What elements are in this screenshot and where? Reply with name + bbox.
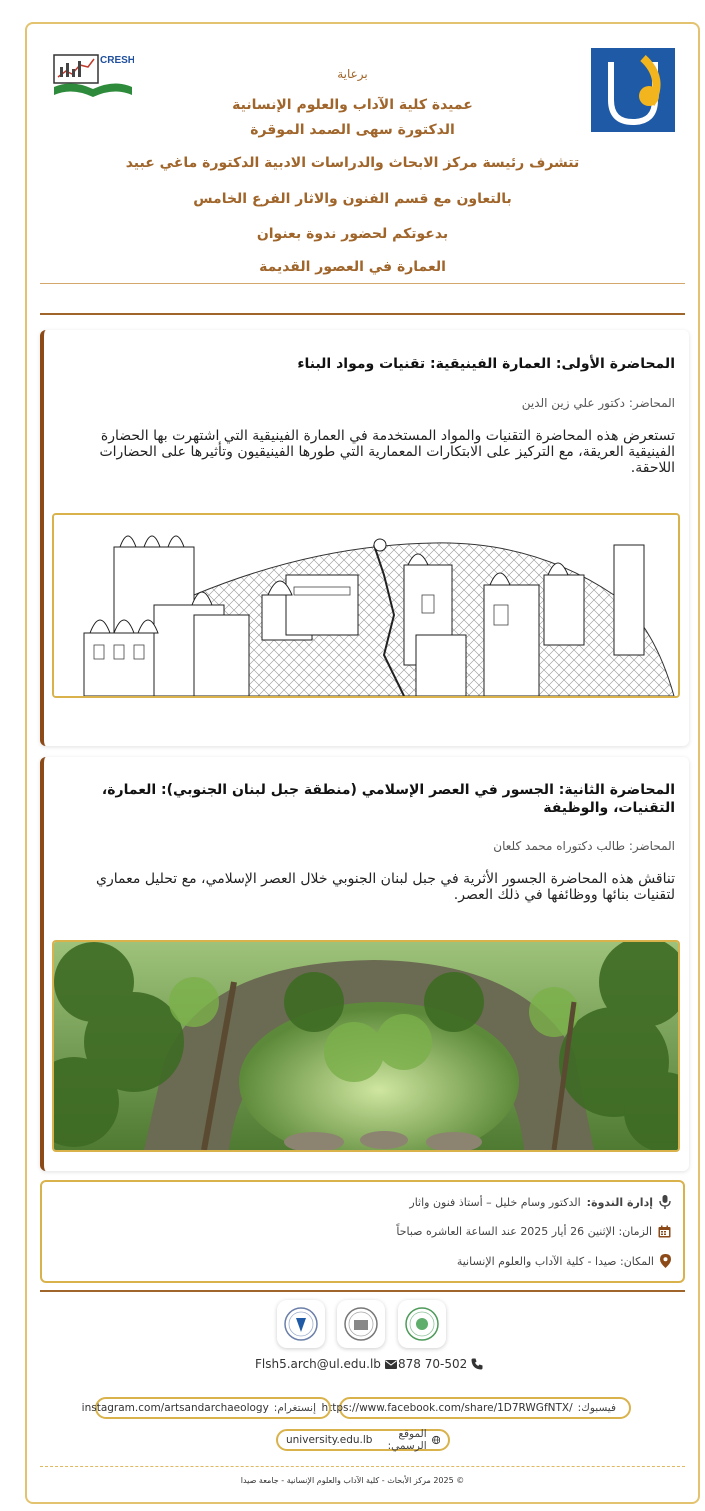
cooperation-line: بالتعاون مع قسم الفنون والاثار الفرع الخامس (193, 191, 512, 207)
sponsor-label: برعاية (337, 67, 368, 81)
place-row (457, 1254, 671, 1268)
website-link[interactable] (276, 1429, 450, 1451)
envelope-icon (385, 1360, 397, 1369)
footer-divider (40, 1290, 685, 1292)
institute-seal-2 (337, 1300, 385, 1348)
lecture-2-description: تناقش هذه المحاضرة الجسور الأثرية في جبل لبنان الجنوبي خلال العصر الإسلامي، مع تحليل معماري لتقنيات بنائها ووظائفها في ذلك العصر. (96, 871, 675, 903)
moderator-name: الدكتور وسام خليل – أستاذ فنون واثار (409, 1195, 581, 1209)
phone-icon (471, 1358, 483, 1370)
invite-line: بدعوتكم لحضور ندوة بعنوان (256, 226, 449, 242)
moderator-label: إدارة الندوة: (586, 1195, 653, 1209)
event-info-box (40, 1180, 685, 1283)
dean-name: الدكتورة سهى الصمد الموقرة (250, 122, 455, 138)
facebook-link[interactable] (321, 1397, 631, 1419)
facebook-url[interactable]: https://www.facebook.com/share/1D7RWGfNTX/ (321, 1402, 573, 1414)
facebook-label: فيسبوك: (577, 1402, 616, 1414)
director-line: تتشرف رئيسة مركز الابحاث والدراسات الادبية الدكتورة ماغي عبيد (125, 155, 580, 171)
phone-contact[interactable] (398, 1357, 483, 1371)
lecture-card-2 (40, 757, 689, 1171)
header-divider (40, 283, 685, 284)
lecture-1-title: المحاضرة الأولى: العمارة الفينيقية: تقنيات ومواد البناء (297, 356, 675, 372)
moderator-row (409, 1195, 671, 1209)
lecture-1-speaker: المحاضر: دكتور علي زين الدين (521, 396, 675, 410)
email-text[interactable]: Flsh5.arch@ul.edu.lb (255, 1357, 381, 1371)
dean-title: عميدة كلية الآداب والعلوم الإنسانية (232, 97, 473, 113)
university-logo (591, 48, 675, 132)
instagram-link[interactable] (81, 1397, 331, 1419)
email-contact[interactable] (255, 1357, 397, 1371)
phoenician-city-illustration (52, 513, 680, 698)
seminar-topic: العمارة في العصور القديمة (259, 259, 446, 275)
section-divider (40, 313, 685, 315)
instagram-label: إنستغرام: (273, 1402, 316, 1414)
map-pin-icon (660, 1254, 671, 1268)
event-place: المكان: صيدا - كلية الآداب والعلوم الإنسانية (456, 1254, 654, 1268)
time-row (396, 1225, 671, 1238)
cresh-logo-text: CRESH (100, 55, 134, 66)
lecture-2-speaker: المحاضر: طالب دكتوراه محمد كلعان (493, 839, 675, 853)
website-url[interactable]: university.edu.lb (286, 1434, 373, 1446)
institute-seal-1 (277, 1300, 325, 1348)
lecture-1-description: تستعرض هذه المحاضرة التقنيات والمواد المستخدمة في العمارة الفينيقية التي اشتهرت بها الحضارة الفينيقية العريقة، مع التركيز على الابتكارات المعمارية التي طورها الفينيقيون وتأثيرها على الحضارات اللاحقة. (99, 428, 675, 476)
copyright-text: © 2025 مركز الأبحاث - كلية الآداب والعلوم الإنسانية - جامعة صيدا (240, 1476, 465, 1485)
stone-bridge-photo (52, 940, 680, 1152)
calendar-icon (658, 1225, 671, 1238)
institute-seal-3 (398, 1300, 446, 1348)
globe-icon (432, 1434, 440, 1446)
phone-text[interactable]: 878 70-502 (398, 1357, 468, 1371)
lecture-2-title: المحاضرة الثانية: الجسور في العصر الإسلامي (منطقة جبل لبنان الجنوبي): العمارة، التقنيات، والوظيفة (101, 782, 675, 816)
event-time: الزمان: الإثنين 26 أيار 2025 عند الساعة العاشره صباحاً (396, 1225, 652, 1238)
website-label: الموقع الرسمي: (387, 1428, 427, 1452)
instagram-url[interactable]: instagram.com/artsandarchaeology (81, 1402, 269, 1414)
microphone-icon (659, 1195, 671, 1209)
lecture-card-1 (40, 330, 689, 746)
copyright-divider (40, 1466, 685, 1467)
